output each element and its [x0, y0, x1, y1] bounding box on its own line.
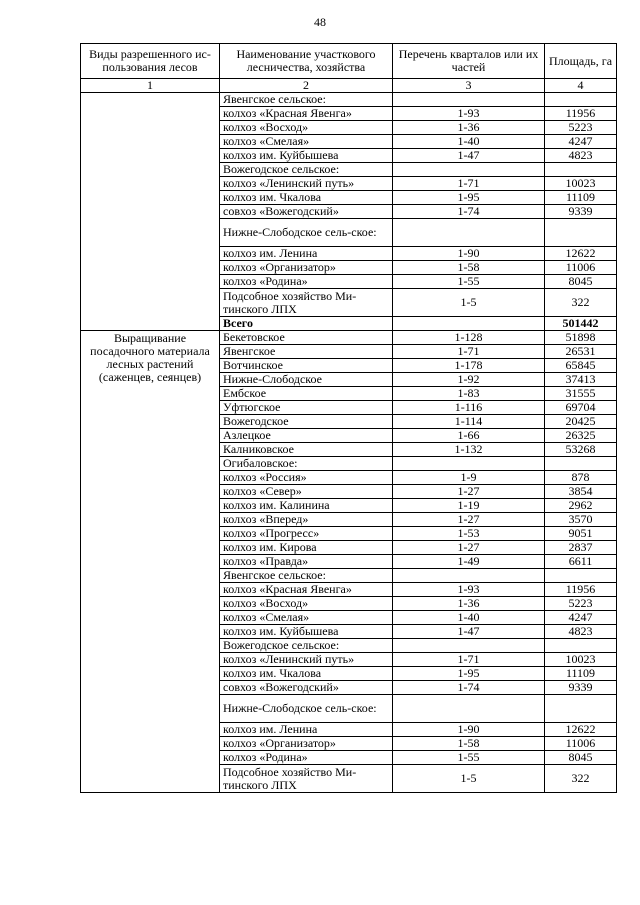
- forestry-name-cell: колхоз им. Куйбышева: [220, 625, 393, 639]
- header-area: Площадь, га: [545, 44, 617, 79]
- quarters-cell: 1-55: [393, 751, 545, 765]
- forestry-name-cell: Азлецкое: [220, 429, 393, 443]
- quarters-cell: 1-5: [393, 289, 545, 317]
- forestry-name-cell: колхоз «Организатор»: [220, 261, 393, 275]
- quarters-cell: [393, 163, 545, 177]
- quarters-cell: 1-40: [393, 135, 545, 149]
- column-number: 2: [220, 79, 393, 93]
- header-forestry-name: Наименование участкового лесничества, хозяйства: [220, 44, 393, 79]
- forestry-name-cell: Калниковское: [220, 443, 393, 457]
- quarters-cell: 1-132: [393, 443, 545, 457]
- table-row: [81, 331, 617, 345]
- quarters-cell: 1-74: [393, 681, 545, 695]
- quarters-cell: [393, 639, 545, 653]
- quarters-cell: 1-27: [393, 485, 545, 499]
- forestry-name-cell: колхоз «Родина»: [220, 751, 393, 765]
- quarters-cell: [393, 569, 545, 583]
- forestry-name-cell: Подсобное хозяйство Ми-тинского ЛПХ: [220, 765, 393, 793]
- area-cell: 501442: [545, 317, 617, 331]
- area-cell: 10023: [545, 653, 617, 667]
- area-cell: 11006: [545, 737, 617, 751]
- quarters-cell: 1-90: [393, 247, 545, 261]
- quarters-cell: 1-55: [393, 275, 545, 289]
- forestry-name-cell: колхоз «Смелая»: [220, 611, 393, 625]
- quarters-cell: 1-74: [393, 205, 545, 219]
- quarters-cell: [393, 695, 545, 723]
- quarters-cell: 1-93: [393, 107, 545, 121]
- forestry-name-cell: Нижне-Слободское: [220, 373, 393, 387]
- area-cell: 12622: [545, 247, 617, 261]
- forestry-name-cell: совхоз «Вожегодский»: [220, 681, 393, 695]
- forestry-name-cell: Ембское: [220, 387, 393, 401]
- area-cell: 69704: [545, 401, 617, 415]
- column-number: 3: [393, 79, 545, 93]
- header-row: [81, 44, 617, 79]
- quarters-cell: 1-93: [393, 583, 545, 597]
- area-cell: 9339: [545, 205, 617, 219]
- area-cell: [545, 569, 617, 583]
- quarters-cell: 1-95: [393, 667, 545, 681]
- quarters-cell: 1-49: [393, 555, 545, 569]
- area-cell: 322: [545, 289, 617, 317]
- forestry-name-cell: Нижне-Слободское сель-ское:: [220, 219, 393, 247]
- area-cell: [545, 93, 617, 107]
- area-cell: 8045: [545, 751, 617, 765]
- forestry-name-cell: колхоз «Красная Явенга»: [220, 583, 393, 597]
- use-type-cell: [81, 93, 220, 331]
- forestry-name-cell: совхоз «Вожегодский»: [220, 205, 393, 219]
- forestry-name-cell: Явенгское сельское:: [220, 93, 393, 107]
- quarters-cell: 1-66: [393, 429, 545, 443]
- quarters-cell: 1-58: [393, 737, 545, 751]
- quarters-cell: 1-47: [393, 625, 545, 639]
- column-number: 1: [81, 79, 220, 93]
- forestry-name-cell: колхоз «Прогресс»: [220, 527, 393, 541]
- area-cell: 4247: [545, 611, 617, 625]
- area-cell: [545, 219, 617, 247]
- forestry-name-cell: Вожегодское сельское:: [220, 163, 393, 177]
- forestry-name-cell: Подсобное хозяйство Ми-тинского ЛПХ: [220, 289, 393, 317]
- page-number: 48: [314, 15, 326, 29]
- forestry-name-cell: колхоз им. Ленина: [220, 723, 393, 737]
- quarters-cell: [393, 219, 545, 247]
- use-type-cell: Выращивание посадочного материала лесных растений (саженцев, сеянцев): [81, 331, 220, 793]
- area-cell: 322: [545, 765, 617, 793]
- quarters-cell: 1-71: [393, 177, 545, 191]
- forestry-name-cell: колхоз им. Куйбышева: [220, 149, 393, 163]
- forestry-name-cell: колхоз им. Чкалова: [220, 667, 393, 681]
- area-cell: [545, 457, 617, 471]
- forestry-name-cell: Вожегодское: [220, 415, 393, 429]
- forestry-name-cell: Огибаловское:: [220, 457, 393, 471]
- forestry-name-cell: колхоз «Восход»: [220, 121, 393, 135]
- area-cell: 2962: [545, 499, 617, 513]
- quarters-cell: 1-90: [393, 723, 545, 737]
- quarters-cell: 1-114: [393, 415, 545, 429]
- quarters-cell: 1-128: [393, 331, 545, 345]
- area-cell: [545, 163, 617, 177]
- header-use-type: Виды разрешенного ис-пользования лесов: [81, 44, 220, 79]
- area-cell: 11956: [545, 107, 617, 121]
- forestry-name-cell: колхоз «Правда»: [220, 555, 393, 569]
- forestry-name-cell: Всего: [220, 317, 393, 331]
- area-cell: 65845: [545, 359, 617, 373]
- quarters-cell: 1-92: [393, 373, 545, 387]
- area-cell: 12622: [545, 723, 617, 737]
- forestry-name-cell: Нижне-Слободское сель-ское:: [220, 695, 393, 723]
- forestry-name-cell: колхоз «Вперед»: [220, 513, 393, 527]
- forestry-name-cell: Бекетовское: [220, 331, 393, 345]
- forestry-name-cell: колхоз «Север»: [220, 485, 393, 499]
- area-cell: 31555: [545, 387, 617, 401]
- area-cell: 10023: [545, 177, 617, 191]
- area-cell: [545, 639, 617, 653]
- forestry-name-cell: Уфтюгское: [220, 401, 393, 415]
- forestry-name-cell: Явенгское: [220, 345, 393, 359]
- header-quarters: Перечень кварталов или их частей: [393, 44, 545, 79]
- forestry-name-cell: колхоз «Красная Явенга»: [220, 107, 393, 121]
- forestry-name-cell: колхоз им. Калинина: [220, 499, 393, 513]
- quarters-cell: [393, 93, 545, 107]
- area-cell: 20425: [545, 415, 617, 429]
- area-cell: 6611: [545, 555, 617, 569]
- quarters-cell: 1-5: [393, 765, 545, 793]
- forestry-name-cell: колхоз «Россия»: [220, 471, 393, 485]
- area-cell: 878: [545, 471, 617, 485]
- area-cell: 3570: [545, 513, 617, 527]
- quarters-cell: 1-71: [393, 653, 545, 667]
- area-cell: 9339: [545, 681, 617, 695]
- forestry-name-cell: колхоз «Восход»: [220, 597, 393, 611]
- quarters-cell: 1-71: [393, 345, 545, 359]
- area-cell: 26325: [545, 429, 617, 443]
- column-number: 4: [545, 79, 617, 93]
- quarters-cell: 1-19: [393, 499, 545, 513]
- area-cell: 11109: [545, 667, 617, 681]
- quarters-cell: 1-178: [393, 359, 545, 373]
- quarters-cell: 1-9: [393, 471, 545, 485]
- quarters-cell: 1-58: [393, 261, 545, 275]
- forestry-name-cell: Явенгское сельское:: [220, 569, 393, 583]
- forestry-name-cell: колхоз «Ленинский путь»: [220, 177, 393, 191]
- quarters-cell: 1-83: [393, 387, 545, 401]
- quarters-cell: 1-40: [393, 611, 545, 625]
- area-cell: 3854: [545, 485, 617, 499]
- forestry-name-cell: колхоз «Смелая»: [220, 135, 393, 149]
- area-cell: 9051: [545, 527, 617, 541]
- quarters-cell: 1-116: [393, 401, 545, 415]
- area-cell: 53268: [545, 443, 617, 457]
- forestry-name-cell: колхоз «Ленинский путь»: [220, 653, 393, 667]
- quarters-cell: 1-27: [393, 541, 545, 555]
- quarters-cell: [393, 317, 545, 331]
- forest-use-table: [80, 43, 617, 793]
- area-cell: 37413: [545, 373, 617, 387]
- forestry-name-cell: колхоз им. Кирова: [220, 541, 393, 555]
- area-cell: 51898: [545, 331, 617, 345]
- column-number-row: [81, 79, 617, 93]
- quarters-cell: [393, 457, 545, 471]
- area-cell: 5223: [545, 121, 617, 135]
- forestry-name-cell: колхоз «Организатор»: [220, 737, 393, 751]
- forestry-name-cell: колхоз им. Ленина: [220, 247, 393, 261]
- area-cell: 11109: [545, 191, 617, 205]
- area-cell: 4823: [545, 149, 617, 163]
- forestry-name-cell: Вотчинское: [220, 359, 393, 373]
- area-cell: 5223: [545, 597, 617, 611]
- quarters-cell: 1-36: [393, 597, 545, 611]
- quarters-cell: 1-47: [393, 149, 545, 163]
- area-cell: 8045: [545, 275, 617, 289]
- area-cell: 2837: [545, 541, 617, 555]
- table-row: [81, 93, 617, 107]
- area-cell: 11006: [545, 261, 617, 275]
- area-cell: 4823: [545, 625, 617, 639]
- forestry-name-cell: Вожегодское сельское:: [220, 639, 393, 653]
- forestry-name-cell: колхоз им. Чкалова: [220, 191, 393, 205]
- quarters-cell: 1-95: [393, 191, 545, 205]
- quarters-cell: 1-27: [393, 513, 545, 527]
- area-cell: 26531: [545, 345, 617, 359]
- quarters-cell: 1-53: [393, 527, 545, 541]
- area-cell: 4247: [545, 135, 617, 149]
- area-cell: [545, 695, 617, 723]
- forestry-name-cell: колхоз «Родина»: [220, 275, 393, 289]
- quarters-cell: 1-36: [393, 121, 545, 135]
- area-cell: 11956: [545, 583, 617, 597]
